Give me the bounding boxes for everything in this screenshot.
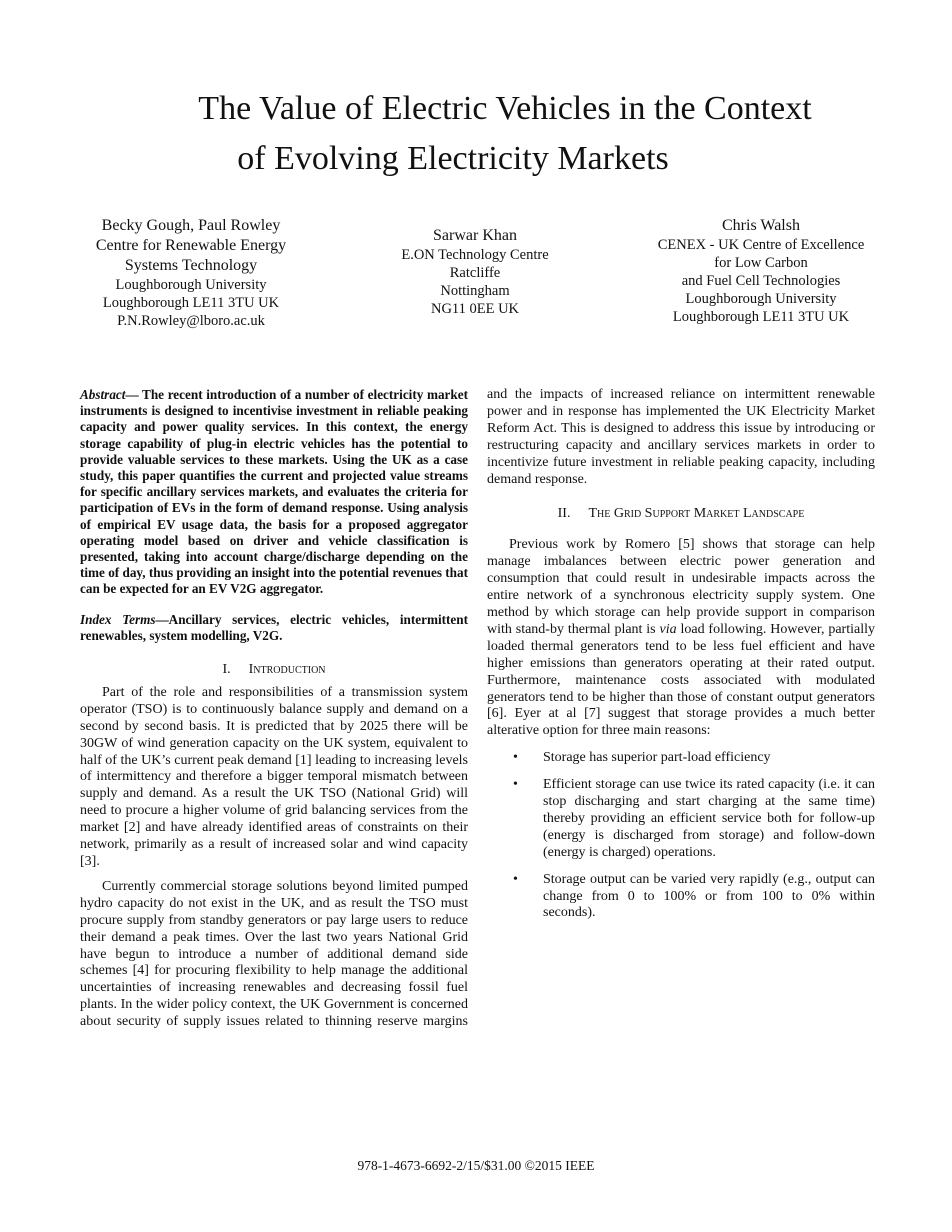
author-2-name: Sarwar Khan (433, 227, 517, 244)
list-item (487, 750, 875, 767)
list-item (487, 872, 875, 923)
list-item (487, 777, 875, 862)
via-italic: via (659, 621, 677, 637)
section-1-number: I. (222, 662, 231, 678)
title-line-2: of Evolving Electricity Markets (237, 140, 669, 177)
bullet-text: Efficient storage can use twice its rated capacity (i.e. it can stop discharging and start charging at the same time) thereby providing an efficient service both for follow-up (energy is discharged from storage) and follow-down (energy is charged) operations. (543, 777, 875, 860)
section-1-paragraph-2: Currently commercial storage solutions beyond limited pumped hydro capacity do not exist in the UK, and as result the TSO must procure supply from standby generators or pay large users to reduce their demand a peak times. Over the last two years National Grid have begun to introduce a number of additional demand side schemes [4] for procuring flexibility to help manage the additional uncertainties of increasing renewables and decreasing fossil fuel plants. In the wider policy context, the UK Government is concerned about security of supply issues related to thinning reserve margins (80, 878, 468, 1030)
author-1-line-1: Loughborough University (115, 277, 267, 293)
index-terms-text: —Ancillary services, electric vehicles, intermittent renewables, system modelling, V2G. (80, 611, 468, 643)
author-2-line-4: NG11 0EE UK (430, 301, 520, 317)
section-1-heading (80, 662, 468, 679)
abstract-text: The recent introduction of a number of electricity market instruments is designed to incentivise investment in reliable peaking capacity and power quality services. In this context, the energy storage capability of plug-in electric vehicles has the potential to provide valuable services to these markets. Using the UK as a case study, this paper quantifies the current and projected value streams for specific ancillary services markets, and evaluates the criteria for participation of EVs in the form of demand response. Using analysis of empirical EV usage data, the basis for a proposed aggregator operating model based on driver and vehicle classification is presented, taking into account charge/discharge depending on the time of day, thus providing an insight into the potential revenues that can be expected for an EV V2G aggregator. (80, 387, 468, 597)
author-1-email: P.N.Rowley@lboro.ac.uk (117, 313, 265, 329)
author-3-line-3: and Fuel Cell Technologies (681, 273, 841, 289)
bullet-list (487, 750, 875, 922)
bullet-text: Storage has superior part-load efficiency (543, 750, 771, 766)
section-1-title: Introduction (248, 662, 326, 678)
author-1-affiliation-1: Centre for Renewable Energy (95, 237, 287, 254)
title-line-1: The Value of Electric Vehicles in the Context (198, 90, 812, 127)
section-1-paragraph-2-continued: and the impacts of increased reliance on intermittent renewable power and in response has implemented the UK Electricity Market Reform Act. This is designed to address this issue by introducing or restructuring capacity and ancillary services markets in order to incentivize future investment in reliable peaking capacity, including demand response. (487, 387, 875, 487)
author-3-line-4: Loughborough University (685, 291, 837, 307)
abstract-label: Abstract (80, 387, 126, 402)
section-2-paragraph-1: Previous work by Romero [5] shows that storage can help manage imbalances between electric power generation and consumption that could result in undesirable impacts across the entire network of a synchronous electricity supply system. One method by which storage can help provide support in comparison with stand-by thermal plant is via load following. However, partially loaded thermal generators tend to be less fuel efficient and have higher emissions than generators operating at their rated output. Furthermore, maintenance costs associated with modulated generators tend to be higher than those of constant output generators [6]. Eyer at al [7] suggest that storage provides a much better alterative option for three main reasons: (487, 537, 875, 739)
author-1-affiliation-2: Systems Technology (124, 257, 258, 274)
bullet-icon: • (513, 777, 518, 793)
section-2-heading (487, 506, 875, 523)
right-column (487, 387, 875, 932)
author-3 (620, 216, 902, 326)
index-terms-label: Index Terms (80, 611, 156, 627)
left-column (80, 387, 468, 1031)
abstract-dash: — (125, 387, 139, 402)
author-3-line-2: for Low Carbon (714, 255, 808, 271)
author-2-line-1: E.ON Technology Centre (401, 247, 549, 263)
author-1 (60, 216, 322, 330)
author-3-line-1: CENEX - UK Centre of Excellence (657, 237, 865, 253)
author-2-line-3: Nottingham (440, 283, 510, 299)
paper-title (0, 84, 952, 184)
section-2-title: The Grid Support Market Landscape (588, 506, 805, 522)
bullet-icon: • (513, 750, 518, 766)
copyright-footer: 978-1-4673-6692-2/15/$31.00 ©2015 IEEE (357, 1158, 595, 1173)
author-1-line-2: Loughborough LE11 3TU UK (102, 295, 280, 311)
author-3-line-5: Loughborough LE11 3TU UK (672, 309, 850, 325)
bullet-icon: • (513, 871, 518, 887)
index-terms (80, 612, 468, 644)
author-2-line-2: Ratcliffe (449, 265, 501, 281)
author-3-name: Chris Walsh (722, 217, 800, 234)
section-1-paragraph-1: Part of the role and responsibilities of a transmission system operator (TSO) is to continuously balance supply and demand on a second by second basis. It is predicted that by 2025 there will be 30GW of wind generation capacity on the UK system, equivalent to half of the UK’s current peak demand [1] leading to increasing levels of intermittency and therefore a bigger temporal mismatch between supply and demand. As a result the UK TSO (National Grid) will need to procure a higher volume of grid balancing services from the market [2] and have already identified areas of constraints on their network, primarily as a result of increased solar and wind capacity [3]. (80, 684, 468, 870)
abstract (80, 387, 468, 598)
author-2 (360, 226, 590, 318)
bullet-text: Storage output can be varied very rapidly (e.g., output can change from 0 to 100% or from 100 to 0% within seconds). (543, 871, 875, 921)
author-1-name: Becky Gough, Paul Rowley (101, 217, 281, 234)
section-2-number: II. (557, 506, 571, 522)
